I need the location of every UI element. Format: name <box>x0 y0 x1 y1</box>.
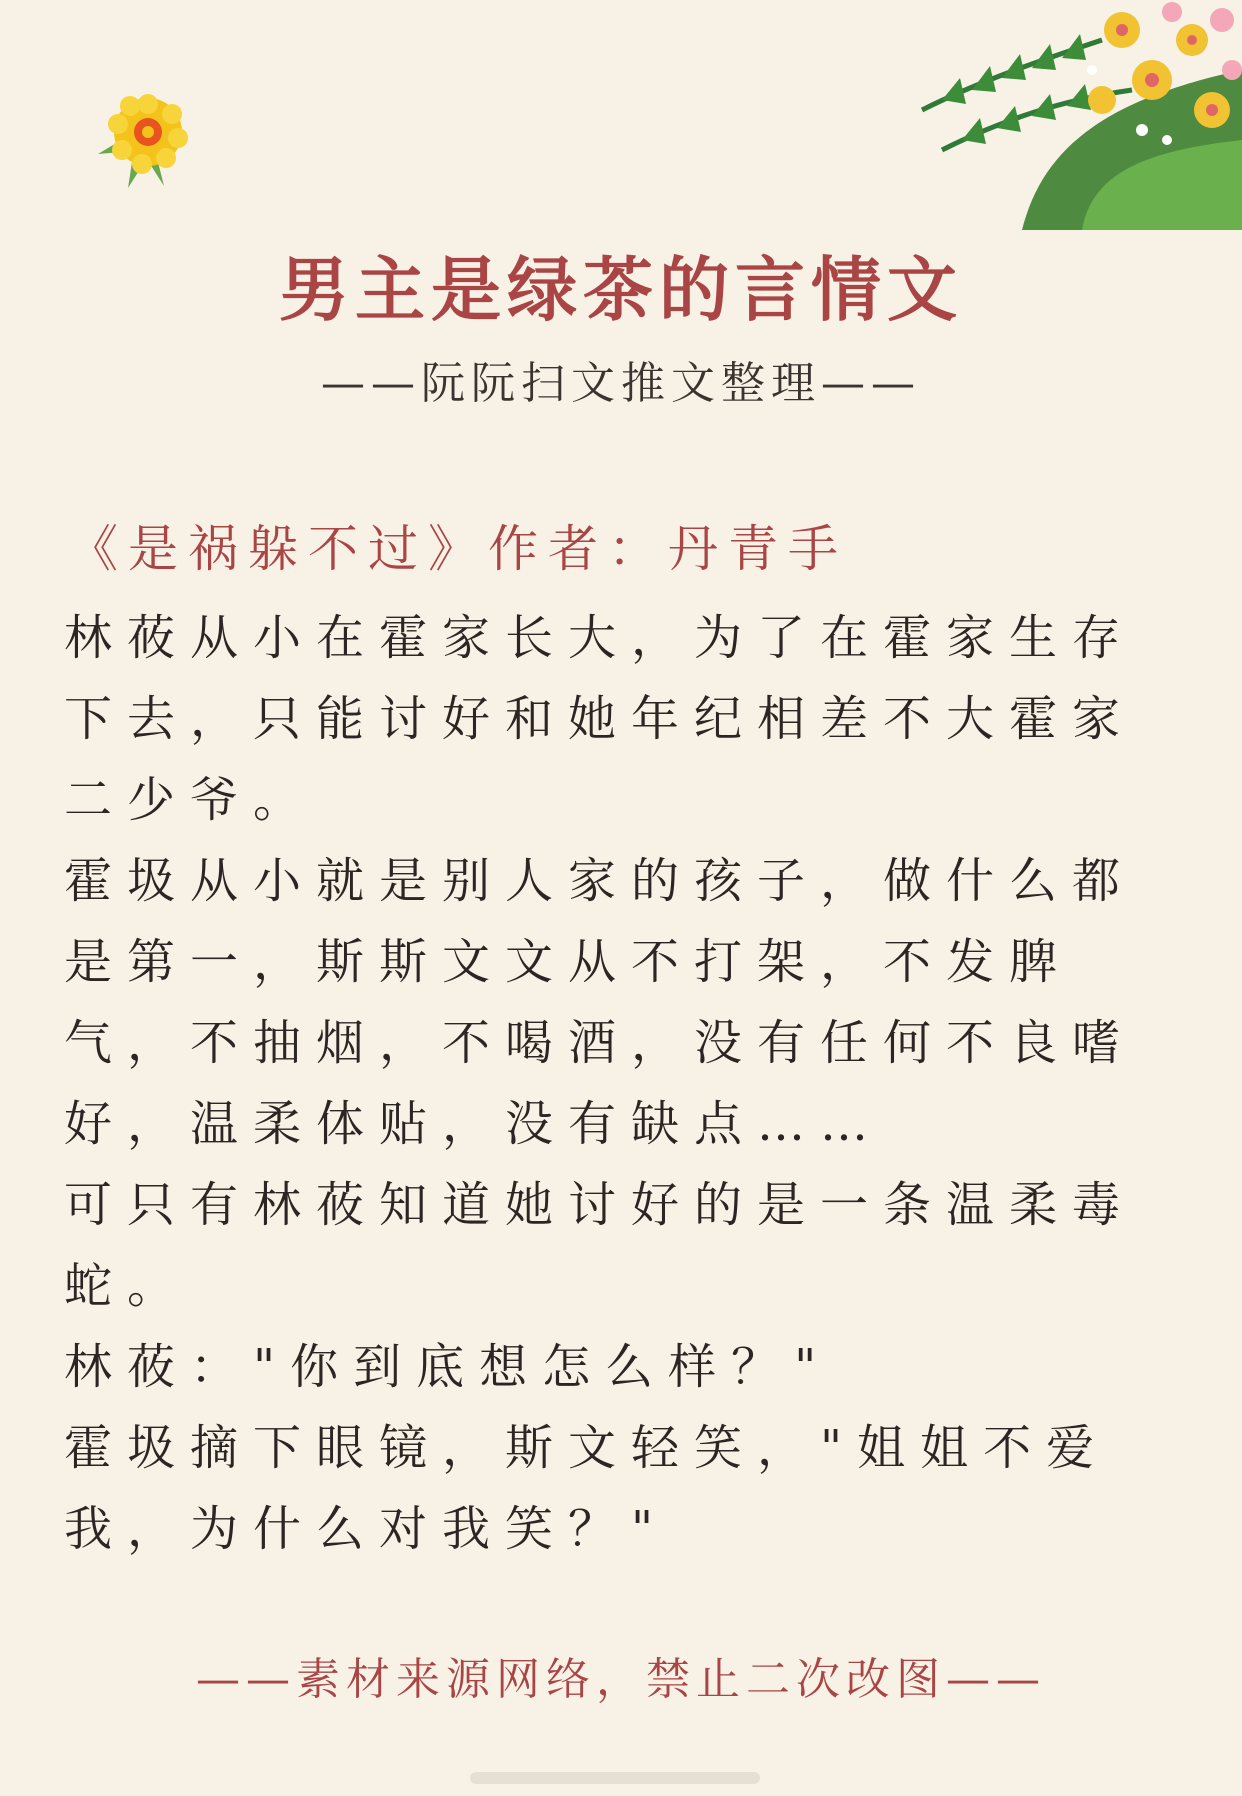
description-paragraph-4: 林莜："你到底想怎么样？" <box>64 1339 832 1395</box>
subtitle-text: ——阮阮扫文推文整理—— <box>321 358 921 409</box>
title-text: 男主是绿茶的言情文 <box>279 248 963 331</box>
book-heading-text: 《是祸躲不过》作者：丹青手 <box>68 520 848 578</box>
flower-bouquet-icon <box>902 0 1242 230</box>
page-subtitle <box>0 356 1242 412</box>
description-paragraph-2: 霍圾从小就是别人家的孩子，做什么都是第一，斯斯文文从不打架，不发脾气，不抽烟，不喝酒，没有任何不良嗜好，温柔体贴，没有缺点…… <box>64 853 1136 1152</box>
sunflower-icon <box>88 82 198 192</box>
description-paragraph-1: 林莜从小在霍家长大，为了在霍家生存下去，只能讨好和她年纪相差不大霍家二少爷。 <box>64 610 1136 828</box>
page-title <box>0 250 1242 330</box>
book-heading <box>68 514 848 584</box>
description-paragraph-5: 霍圾摘下眼镜，斯文轻笑，"姐姐不爱我，为什么对我笑？" <box>64 1420 1110 1557</box>
book-description <box>64 598 1144 1570</box>
footer-note <box>0 1652 1242 1708</box>
footer-note-text: ——素材来源网络，禁止二次改图—— <box>196 1654 1046 1705</box>
description-paragraph-3: 可只有林莜知道她讨好的是一条温柔毒蛇。 <box>64 1177 1136 1314</box>
watermark-mark <box>470 1768 760 1788</box>
